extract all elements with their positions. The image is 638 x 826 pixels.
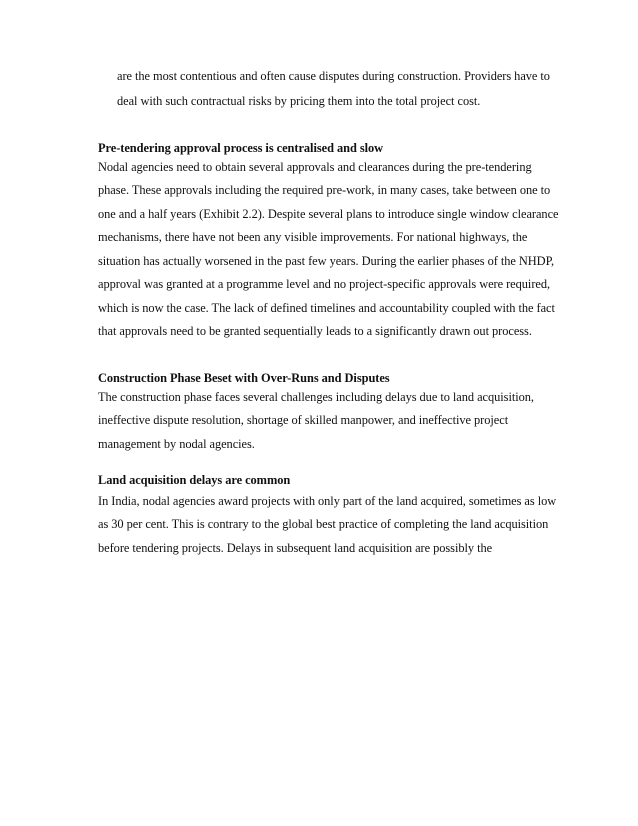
section-1-line-1: Nodal agencies need to obtain several approvals and clearances during the pre-tendering xyxy=(98,160,532,174)
section-heading-construction-phase: Construction Phase Beset with Over-Runs and Disputes xyxy=(98,371,390,385)
section-3-line-2: as 30 per cent. This is contrary to the global best practice of completing the land acquisition xyxy=(98,517,549,531)
section-3-line-3: before tendering projects. Delays in subsequent land acquisition are possibly the xyxy=(98,541,493,555)
section-2-line-3: management by nodal agencies. xyxy=(98,437,255,451)
section-heading-land-acquisition: Land acquisition delays are common xyxy=(98,473,291,487)
section-1-line-8: that approvals need to be granted sequentially leads to a significantly drawn out process. xyxy=(98,324,532,338)
continuation-line-2: deal with such contractual risks by pricing them into the total project cost. xyxy=(117,94,481,108)
section-1-line-4: mechanisms, there have not been any visible improvements. For national highways, the xyxy=(98,230,528,244)
section-1-line-2: phase. These approvals including the required pre-work, in many cases, take between one to xyxy=(98,183,551,197)
continuation-line-1: are the most contentious and often cause disputes during construction. Providers have to xyxy=(117,69,550,83)
section-1-line-3: one and a half years (Exhibit 2.2). Despite several plans to introduce single window clearance xyxy=(98,207,559,221)
section-2-line-1: The construction phase faces several challenges including delays due to land acquisition, xyxy=(98,390,534,404)
section-1-line-5: situation has actually worsened in the past few years. During the earlier phases of the NHDP, xyxy=(98,254,555,268)
section-1-line-7: which is now the case. The lack of defined timelines and accountability coupled with the fact xyxy=(98,301,555,315)
section-1-line-6: approval was granted at a programme level and no project-specific approvals were required, xyxy=(98,277,551,291)
section-heading-pre-tendering: Pre-tendering approval process is centralised and slow xyxy=(98,141,384,155)
section-2-line-2: ineffective dispute resolution, shortage of skilled manpower, and ineffective project xyxy=(98,413,509,427)
section-3-line-1: In India, nodal agencies award projects with only part of the land acquired, sometimes as low xyxy=(98,494,557,508)
